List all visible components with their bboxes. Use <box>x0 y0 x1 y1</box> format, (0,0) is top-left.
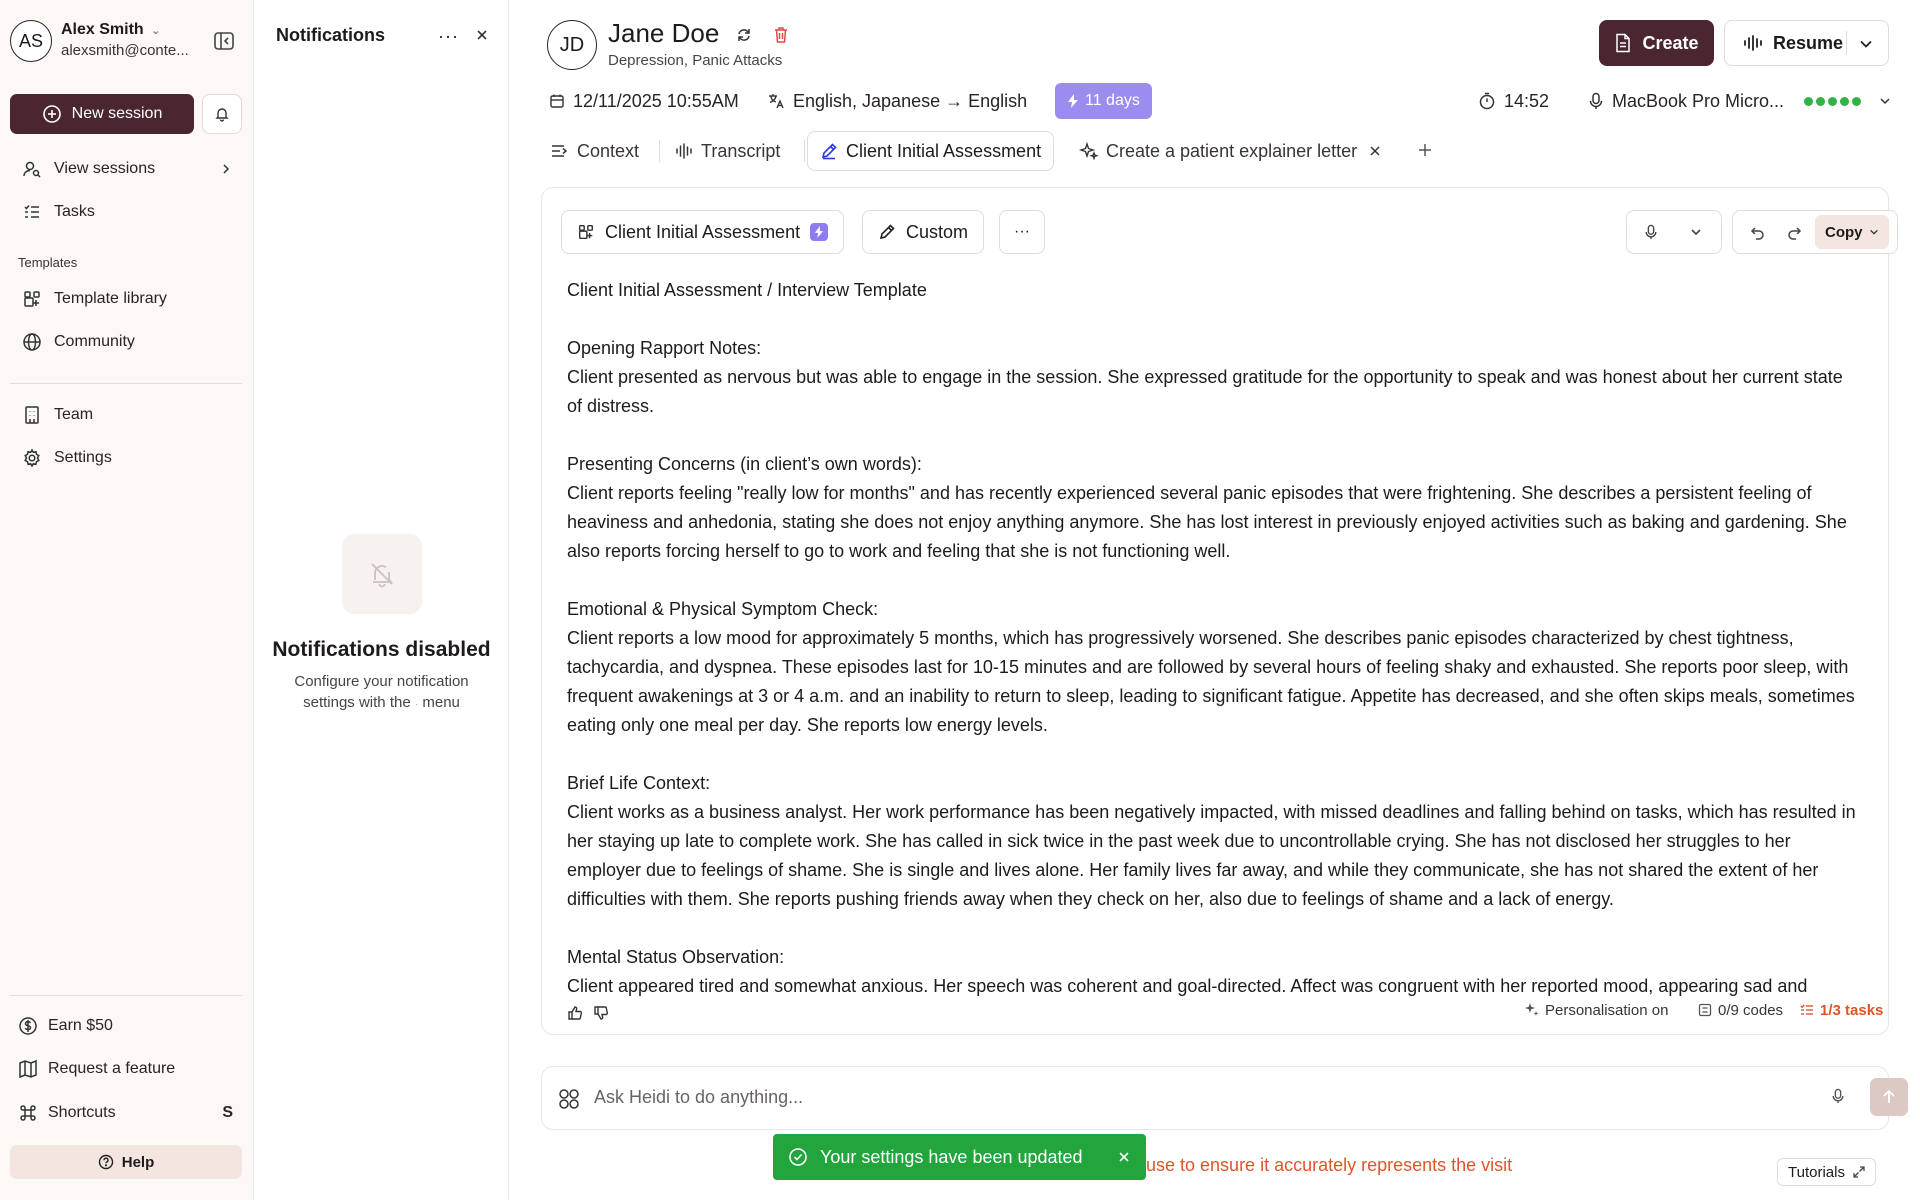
arrow-up-icon <box>1881 1089 1897 1105</box>
tab-divider <box>659 140 660 162</box>
translate-icon <box>767 92 785 110</box>
chevron-down-icon: ⌄ <box>151 25 161 37</box>
checklist-icon <box>22 202 42 222</box>
check-circle-icon <box>788 1147 808 1167</box>
days-badge[interactable] <box>1055 83 1152 119</box>
left-sidebar <box>0 0 254 1200</box>
expand-icon <box>1853 1166 1865 1178</box>
user-search-icon <box>22 159 42 179</box>
sidebar-item-request-feature[interactable] <box>18 1057 175 1081</box>
ask-heidi-box[interactable] <box>541 1066 1889 1130</box>
bell-off-icon <box>342 534 422 614</box>
empty-desc-line <box>274 692 489 715</box>
template-selector-button[interactable] <box>561 210 844 254</box>
close-icon[interactable] <box>475 28 489 42</box>
sidebar-item-label: Earn $50 <box>48 1017 113 1034</box>
undo-icon[interactable] <box>1751 226 1765 240</box>
section-body: Client works as a business analyst. Her work performance has been negatively impacted, with missed deadlines and falling behind on tasks, which has resulted in her staying up late to complete work. She has called in sick twice in the past week due to uncontrollable crying. She has not disclosed her struggles to her employer due to feelings of shame. She is single and lives alone. Her family lives far away, and while they communicate, she has not shared the extent of her difficulties with them. She reports pushing friends away when they check on her, also due to feelings of shame and a lack of energy. <box>567 802 1861 909</box>
resume-divider <box>1846 31 1847 55</box>
resume-chevron-down-icon[interactable] <box>1859 37 1873 51</box>
building-icon <box>22 405 42 425</box>
patient-diagnosis: Depression, Panic Attacks <box>608 52 783 69</box>
review-warning: use to ensure it accurately represents the visit <box>1146 1155 1513 1175</box>
language-text: English, Japanese → English <box>793 90 1028 111</box>
days-text: 11 days <box>1085 92 1140 109</box>
thumbs-down-icon[interactable] <box>593 1005 609 1021</box>
section-heading: Brief Life Context: <box>567 773 711 793</box>
tasks-label: 1/3 tasks <box>1820 1001 1884 1019</box>
create-button[interactable] <box>1599 20 1714 66</box>
tab-label: Client Initial Assessment <box>846 140 1042 161</box>
note-editor[interactable] <box>567 276 1861 996</box>
tab-label: Create a patient explainer letter <box>1106 140 1358 161</box>
plus-circle-icon <box>42 104 62 124</box>
close-icon[interactable] <box>1117 1150 1131 1164</box>
empty-desc-text: settings with the <box>303 694 411 711</box>
pencil-icon <box>878 223 896 241</box>
section-heading: Opening Rapport Notes: <box>567 338 762 358</box>
document-icon <box>1614 33 1632 53</box>
codes-icon <box>1698 1003 1712 1017</box>
chevron-down-icon <box>1879 95 1891 107</box>
notifications-button[interactable] <box>202 94 242 134</box>
notifications-title: Notifications <box>276 25 386 45</box>
sidebar-item-label: Team <box>54 406 94 423</box>
microphone-selector[interactable] <box>1588 89 1891 113</box>
session-timer <box>1478 89 1549 113</box>
sidebar-item-label: Tasks <box>54 203 95 220</box>
ask-input-placeholder: Ask Heidi to do anything... <box>594 1087 804 1107</box>
custom-label: Custom <box>906 221 969 242</box>
microphone-icon[interactable] <box>1644 224 1658 240</box>
sidebar-item-label: Shortcuts <box>48 1104 116 1121</box>
tutorials-button[interactable] <box>1777 1158 1876 1186</box>
more-options-button[interactable] <box>999 210 1045 254</box>
stopwatch-icon <box>1478 92 1496 110</box>
notifications-empty-desc <box>274 671 489 715</box>
sync-icon[interactable] <box>735 26 753 44</box>
section-body: Client appeared tired and somewhat anxious. Her speech was coherent and goal-directed. Affect was congruent with her reported mood, appearing sad and <box>567 976 1808 996</box>
checklist-icon <box>1800 1003 1814 1017</box>
sidebar-item-team[interactable] <box>22 403 93 427</box>
sidebar-item-community[interactable] <box>22 330 135 354</box>
tab-divider <box>804 140 805 162</box>
sparkle-icon <box>1067 94 1079 108</box>
resume-label: Resume <box>1773 32 1844 53</box>
settings-updated-toast <box>773 1134 1146 1180</box>
datetime-text: 12/11/2025 10:55AM <box>573 90 739 111</box>
dictation-group <box>1626 210 1722 254</box>
section-heading: Mental Status Observation: <box>567 947 785 967</box>
chevron-down-icon[interactable] <box>1690 226 1702 238</box>
section-heading: Presenting Concerns (in client’s own words): <box>567 454 922 474</box>
timer-text: 14:52 <box>1504 90 1550 111</box>
tab-patient-explainer-letter[interactable] <box>1080 136 1381 166</box>
close-icon[interactable] <box>1369 145 1381 157</box>
empty-desc-line: Configure your notification <box>294 673 469 690</box>
dollar-coin-icon <box>18 1016 38 1036</box>
shortcut-key: S <box>222 1104 233 1121</box>
map-icon <box>18 1059 38 1079</box>
new-session-button[interactable] <box>10 94 194 134</box>
heidi-logo-icon <box>557 1087 581 1111</box>
templates-heading: Templates <box>18 255 78 270</box>
user-avatar[interactable]: AS <box>10 20 52 62</box>
personalisation-status[interactable] <box>1525 1000 1668 1020</box>
command-icon <box>18 1103 38 1123</box>
section-body: Client reports feeling "really low for months" and has recently experienced several panic episodes that were frightening. She describes a persistent feeling of heaviness and anhedonia, stating she does not enjoy anything anymore. She has lost interest in previously enjoyed activities such as baking and gardening. She also reports forcing herself to go to work and feeling that she is not functioning well. <box>567 483 1852 561</box>
toast-message: Your settings have been updated <box>820 1146 1083 1167</box>
ai-badge-icon <box>810 223 828 241</box>
sidebar-item-tasks[interactable] <box>22 200 95 224</box>
tab-label: Transcript <box>701 140 781 161</box>
sidebar-item-settings[interactable] <box>22 446 112 470</box>
question-circle-icon <box>98 1154 114 1170</box>
sidebar-item-label: Community <box>54 333 135 350</box>
chevron-down-icon <box>1869 227 1879 237</box>
pencil-icon <box>820 142 838 160</box>
tasks-status[interactable] <box>1800 1000 1883 1020</box>
more-icon: ··· <box>1014 223 1030 240</box>
tab-transcript[interactable] <box>675 136 780 166</box>
sparkle-icon <box>1525 1003 1539 1017</box>
help-label: Help <box>121 1153 155 1171</box>
main-content <box>509 0 1920 1200</box>
copy-button[interactable] <box>1815 215 1889 249</box>
personalisation-label: Personalisation on <box>1545 1001 1669 1019</box>
sidebar-item-label: View sessions <box>54 160 156 177</box>
sidebar-item-earn[interactable] <box>18 1014 113 1038</box>
tab-context[interactable] <box>551 136 639 166</box>
empty-desc-text: menu <box>422 694 460 711</box>
codes-label: 0/9 codes <box>1718 1001 1784 1019</box>
sidebar-item-shortcuts[interactable] <box>18 1101 233 1125</box>
microphone-icon[interactable] <box>1831 1087 1845 1105</box>
add-tab-icon[interactable] <box>1417 142 1433 158</box>
notifications-panel <box>254 0 509 1200</box>
globe-icon <box>22 332 42 352</box>
user-name[interactable] <box>61 21 160 39</box>
calendar-icon <box>549 93 565 109</box>
sidebar-item-label: Settings <box>54 449 112 466</box>
trash-icon[interactable] <box>773 26 789 44</box>
waveform-icon <box>675 143 693 159</box>
sidebar-divider <box>10 383 242 384</box>
waveform-icon <box>1743 34 1763 52</box>
edit-actions-group <box>1732 210 1898 254</box>
template-library-icon <box>577 223 595 241</box>
tab-client-initial-assessment[interactable] <box>807 131 1054 171</box>
redo-icon[interactable] <box>1787 226 1801 240</box>
tutorials-label: Tutorials <box>1788 1163 1845 1181</box>
note-card <box>541 187 1889 1035</box>
notifications-empty-title: Notifications disabled <box>272 638 491 661</box>
custom-button[interactable] <box>862 210 984 254</box>
copy-label: Copy <box>1825 223 1863 241</box>
bell-icon <box>214 106 230 122</box>
chevron-right-icon <box>220 163 232 175</box>
more-icon[interactable]: ··· <box>438 26 459 46</box>
section-body: Client reports a low mood for approximately 5 months, which has progressively worsened. She describes panic episodes characterized by chest tightness, tachycardia, and dyspnea. These episodes last for 10-15 minutes and are followed by several hours of feeling shaky and exhausted. She reports poor sleep, with frequent awakenings at 3 or 4 a.m. and an inability to return to sleep, leading to significant fatigue. Appetite has decreased, and she often skips meals, sometimes eating only one meal per day. She reports low energy levels. <box>567 628 1860 735</box>
codes-status[interactable] <box>1698 1000 1783 1020</box>
send-button[interactable] <box>1870 1078 1908 1116</box>
new-session-label: New session <box>71 105 163 122</box>
sidebar-item-label: Request a feature <box>48 1060 176 1077</box>
user-name-text: Alex Smith <box>61 21 144 38</box>
language-selector[interactable] <box>767 89 1027 113</box>
section-body: Client presented as nervous but was able to engage in the session. She expressed gratitude for the opportunity to speak and was honest about her current state of distress. <box>567 367 1848 416</box>
patient-name[interactable]: Jane Doe <box>608 18 720 48</box>
note-title: Client Initial Assessment / Interview Template <box>567 280 927 300</box>
dots-icon: · <box>414 699 419 710</box>
sidebar-item-label: Template library <box>54 290 167 307</box>
tab-label: Context <box>577 140 640 161</box>
microphone-icon <box>1588 92 1604 110</box>
help-button[interactable] <box>10 1145 242 1179</box>
sidebar-divider <box>10 995 242 996</box>
user-email: alexsmith@conte... <box>61 42 189 59</box>
thumbs-up-icon[interactable] <box>567 1005 583 1021</box>
sidebar-item-template-library[interactable] <box>22 287 167 311</box>
section-heading: Emotional & Physical Symptom Check: <box>567 599 879 619</box>
patient-avatar: JD <box>547 20 597 70</box>
template-library-icon <box>22 289 42 309</box>
sparkles-icon <box>1080 142 1098 160</box>
context-icon <box>551 143 569 159</box>
sidebar-toggle-icon[interactable] <box>213 30 237 54</box>
template-label: Client Initial Assessment <box>605 221 801 242</box>
sidebar-item-view-sessions[interactable] <box>22 157 232 181</box>
gear-icon <box>22 448 42 468</box>
session-datetime[interactable] <box>549 89 739 113</box>
audio-level-indicator <box>1804 97 1861 106</box>
mic-text: MacBook Pro Micro... <box>1612 90 1785 111</box>
create-label: Create <box>1642 32 1699 53</box>
